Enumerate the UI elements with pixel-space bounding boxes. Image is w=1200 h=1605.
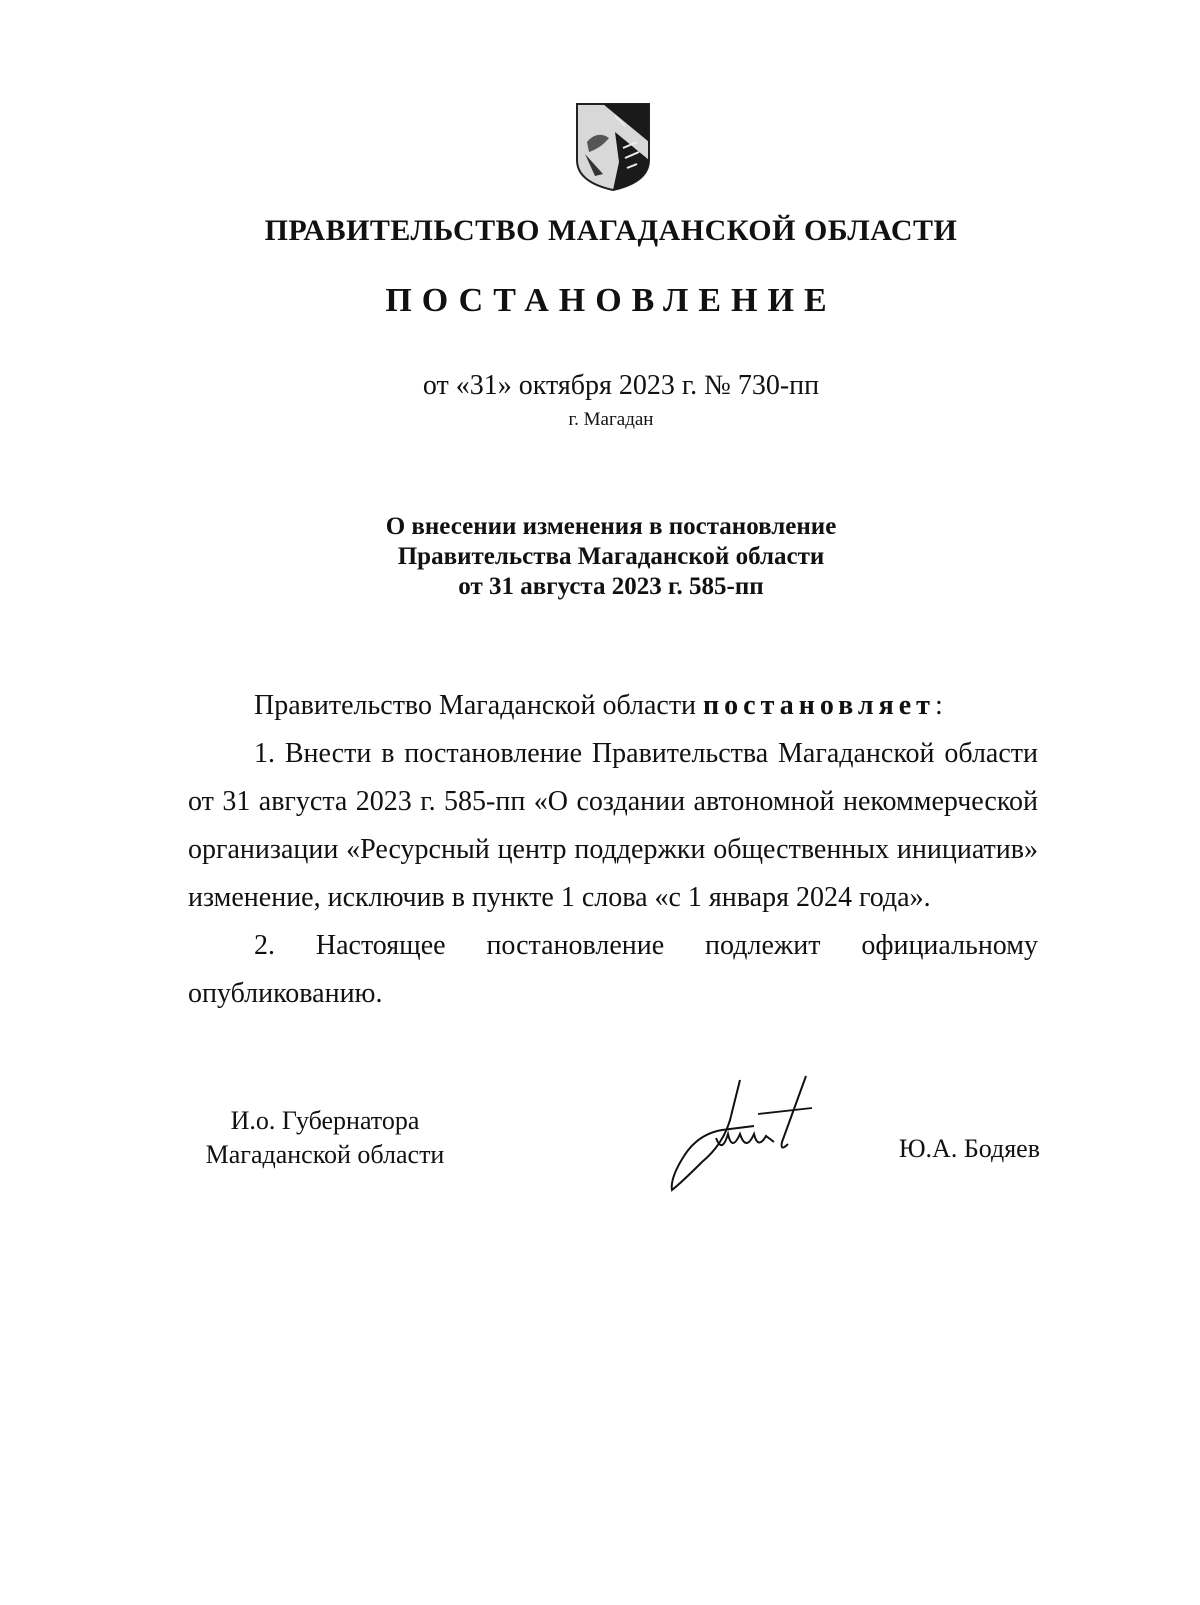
document-date-number: от «31» октября 2023 г. № 730-пп [422, 370, 820, 401]
coat-of-arms-emblem [575, 102, 651, 192]
body-intro [188, 682, 1038, 730]
document-subject [0, 512, 1200, 602]
government-title: ПРАВИТЕЛЬСТВО МАГАДАНСКОЙ ОБЛАСТИ [264, 214, 958, 247]
handwritten-signature [662, 1072, 832, 1202]
position-line: И.о. Губернатора [230, 1106, 420, 1135]
body-item-2: 2. Настоящее постановление подлежит официальному опубликованию. [188, 930, 1038, 1009]
body-item-1: 1. Внести в постановление Правительства Магаданской области от 31 августа 2023 г. 585-пп «О создании автономной некоммерческой организации «Ресурсный центр поддержки общественных инициатив» изменение, исключив в пункте 1 слова «с 1 января 2024 года». [188, 738, 1038, 913]
signatory-position [180, 1104, 470, 1172]
subject-line: от 31 августа 2023 г. 585-пп [458, 573, 764, 600]
document-city: г. Магадан [568, 409, 654, 430]
subject-line: О внесении изменения в постановление [385, 513, 837, 540]
subject-line: Правительства Магаданской области [397, 543, 825, 570]
signatory-name: Ю.А. Бодяев [898, 1134, 1040, 1163]
intro-keyword: постановляет [703, 690, 935, 721]
position-line: Магаданской области [205, 1140, 445, 1169]
intro-suffix: : [934, 690, 943, 721]
document-body [188, 682, 1038, 1018]
intro-text: Правительство Магаданской области [254, 690, 697, 721]
document-type-heading: ПОСТАНОВЛЕНИЕ [385, 282, 837, 319]
